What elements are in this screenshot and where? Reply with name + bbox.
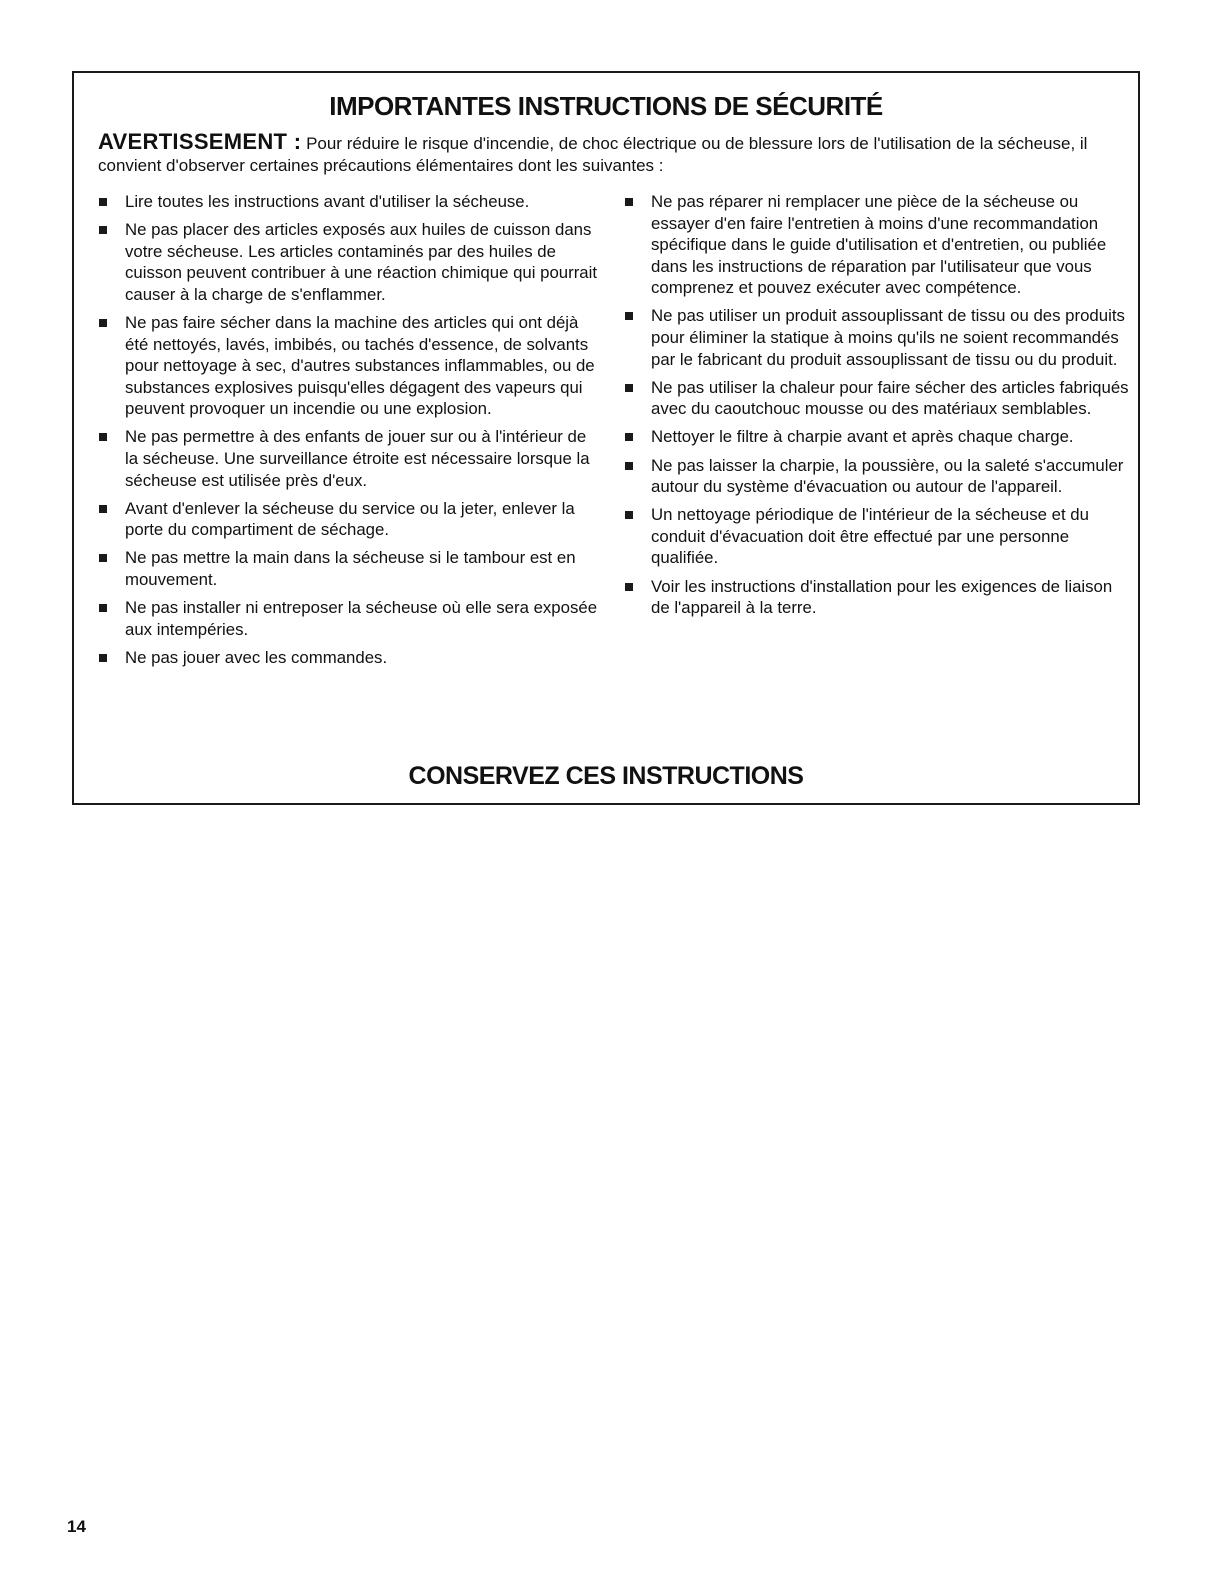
warning-label: AVERTISSEMENT : — [98, 129, 302, 154]
list-item: Ne pas utiliser un produit assouplissant de tissu ou des produits pour éliminer la statique à moins qu'ils ne soient recommandés par le fabricant du produit assouplissant de tissu ou du produit. — [624, 305, 1129, 370]
document-title: IMPORTANTES INSTRUCTIONS DE SÉCURITÉ — [329, 91, 883, 121]
square-bullet-icon — [99, 319, 107, 327]
square-bullet-icon — [625, 312, 633, 320]
list-item: Ne pas installer ni entreposer la sécheuse où elle sera exposée aux intempéries. — [98, 597, 603, 640]
square-bullet-icon — [99, 198, 107, 206]
square-bullet-icon — [99, 554, 107, 562]
list-item: Ne pas placer des articles exposés aux huiles de cuisson dans votre sécheuse. Les articles contaminés par des huiles de cuisson peuvent contribuer à une réaction chimique qui pourrait causer à la charge de s'enflammer. — [98, 219, 603, 305]
list-item: Ne pas mettre la main dans la sécheuse si le tambour est en mouvement. — [98, 547, 603, 590]
square-bullet-icon — [625, 198, 633, 206]
square-bullet-icon — [99, 226, 107, 234]
list-item: Ne pas laisser la charpie, la poussière, ou la saleté s'accumuler autour du système d'évacuation ou autour de l'appareil. — [624, 455, 1129, 498]
list-item: Ne pas jouer avec les commandes. — [98, 647, 603, 669]
list-item: Ne pas utiliser la chaleur pour faire sécher des articles fabriqués avec du caoutchouc mousse ou des matériaux semblables. — [624, 377, 1129, 420]
square-bullet-icon — [99, 604, 107, 612]
list-item: Lire toutes les instructions avant d'utiliser la sécheuse. — [98, 191, 603, 213]
page-number: 14 — [67, 1517, 86, 1536]
conserve-instructions-heading: CONSERVEZ CES INSTRUCTIONS — [408, 762, 804, 790]
list-item: Voir les instructions d'installation pour les exigences de liaison de l'appareil à la terre. — [624, 576, 1129, 619]
square-bullet-icon — [99, 654, 107, 662]
warning-text: Pour réduire le risque d'incendie, de choc électrique ou de blessure lors de l'utilisation de la sécheuse, il convient d'observer certaines précautions élémentaires dont les suivantes : — [98, 134, 1088, 175]
list-item: Nettoyer le filtre à charpie avant et après chaque charge. — [624, 426, 1129, 448]
warning-paragraph — [98, 131, 1128, 177]
safety-instructions-box — [72, 71, 1140, 805]
square-bullet-icon — [99, 505, 107, 513]
right-instruction-list — [624, 191, 1129, 625]
list-item: Ne pas faire sécher dans la machine des articles qui ont déjà été nettoyés, lavés, imbibés, ou tachés d'essence, de solvants pour nettoyage à sec, d'autres substances inflammables, ou de substances explosives puisqu'elles dégagent des vapeurs qui peuvent provoquer un incendie ou une explosion. — [98, 312, 603, 420]
square-bullet-icon — [99, 433, 107, 441]
square-bullet-icon — [625, 384, 633, 392]
left-instruction-list — [98, 191, 603, 675]
list-item: Ne pas réparer ni remplacer une pièce de la sécheuse ou essayer d'en faire l'entretien à moins d'une recommandation spécifique dans le guide d'utilisation et d'entretien, ou publiée dans les instructions de réparation par l'utilisateur que vous comprenez et pouvez exécuter avec compétence. — [624, 191, 1129, 299]
list-item: Avant d'enlever la sécheuse du service ou la jeter, enlever la porte du compartiment de séchage. — [98, 498, 603, 541]
square-bullet-icon — [625, 511, 633, 519]
list-item: Un nettoyage périodique de l'intérieur de la sécheuse et du conduit d'évacuation doit être effectué par une personne qualifiée. — [624, 504, 1129, 569]
square-bullet-icon — [625, 462, 633, 470]
square-bullet-icon — [625, 433, 633, 441]
list-item: Ne pas permettre à des enfants de jouer sur ou à l'intérieur de la sécheuse. Une surveillance étroite est nécessaire lorsque la sécheuse est utilisée près d'eux. — [98, 426, 603, 491]
square-bullet-icon — [625, 583, 633, 591]
